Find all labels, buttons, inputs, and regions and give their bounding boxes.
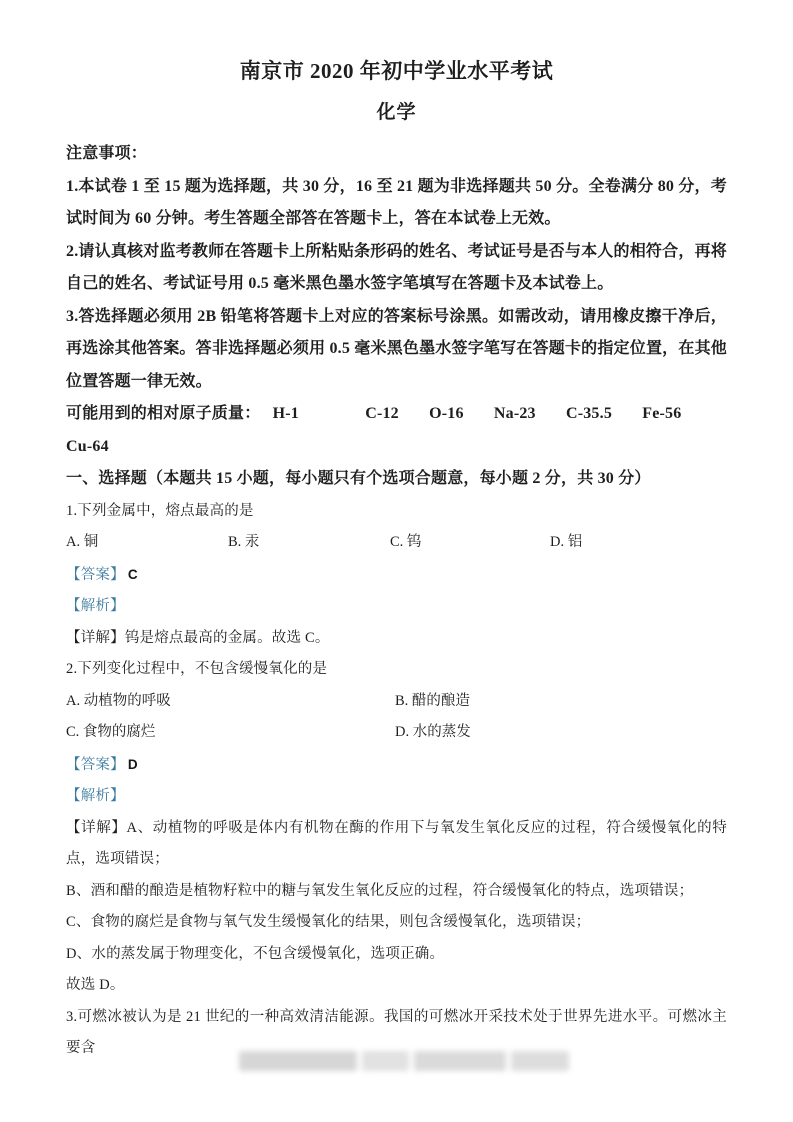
page-subtitle: 化学 [376,102,417,123]
question-2-option-d: D. 水的蒸发 [395,724,471,740]
question-1-detail-text: 钨是熔点最高的金属。故选 C。 [124,629,330,646]
atomic-mass-fe: Fe-56 [642,405,682,422]
question-1-option-a: A. 铜 [66,534,99,550]
question-2-option-b: B. 醋的酿造 [395,692,470,709]
notice-item-1: 1.本试卷 1 至 15 题为选择题，共 30 分，16 至 21 题为非选择题共 50 分。全卷满分 80 分，考试时间为 60 分钟。考生答题全部答在答题卡上，答在本试卷上无效。 [66,177,727,227]
question-1-option-d: D. 铝 [550,534,583,550]
detail-label: 【详解】 [66,629,125,646]
atomic-masses-label: 可能用到的相对原子质量： [66,405,261,422]
watermark-segment [511,1051,569,1071]
question-2-detail-text-a: A、动植物的呼吸是体内有机物在酶的作用下与氧发生氧化反应的过程，符合缓慢氧化的特点，选项错误； [66,819,727,867]
analysis-label: 【解析】 [66,598,125,614]
question-2-answer-row [66,749,727,782]
answer-label: 【答案】 [66,756,125,773]
question-1-answer: C [127,566,138,582]
question-2-options [66,686,727,749]
atomic-mass-h: H-1 [272,405,299,422]
watermark-blur [239,1048,569,1074]
question-2-detail-a [66,813,727,876]
watermark-segment [239,1051,357,1071]
question-1-detail-row [66,623,727,655]
watermark-segment [362,1051,410,1071]
page-title: 南京市 2020 年初中学业水平考试 [239,59,554,83]
question-3-stem: 3.可燃冰被认为是 21 世纪的一种高效清洁能源。我国的可燃冰开采技术处于世界先进水平。可燃冰主要含 [66,1008,727,1056]
atomic-mass-na: Na-23 [493,405,536,422]
questions-area [66,496,727,1065]
answer-label: 【答案】 [66,566,125,583]
notice-item-2: 2.请认真核对监考教师在答题卡上所粘贴条形码的姓名、考试证号是否与本人的相符合，再将自己的姓名、考试证号用 0.5 毫米黑色墨水签字笔填写在答题卡及本试卷上。 [66,242,727,292]
atomic-mass-c: C-12 [365,405,399,422]
question-1-stem: 1.下列金属中，熔点最高的是 [66,502,254,519]
notice-item-3: 3.答选择题必须用 2B 铅笔将答题卡上对应的答案标号涂黑。如需改动，请用橡皮擦干净后，再选涂其他答案。答非选择题必须用 0.5 毫米黑色墨水签字笔写在答题卡的指定位置，在其他位置答题一律无效。 [66,307,727,390]
question-1 [66,496,727,655]
question-2-option-a: A. 动植物的呼吸 [66,692,171,709]
question-2-detail-d: D、水的蒸发属于物理变化，不包含缓慢氧化，选项正确。 [66,945,445,962]
atomic-masses-line [66,398,727,431]
question-2-stem: 2.下列变化过程中，不包含缓慢氧化的是 [66,661,328,677]
question-2-option-c: C. 食物的腐烂 [66,724,156,740]
question-2-detail-c: C、食物的腐烂是食物与氧气发生缓慢氧化的结果，则包含缓慢氧化，选项错误； [66,914,591,930]
question-1-option-c: C. 钨 [390,534,422,550]
question-2-analysis-row [66,781,727,813]
question-2 [66,654,727,1002]
atomic-mass-o: O-16 [429,405,464,422]
question-2-answer: D [127,756,138,772]
section-heading: 一、选择题（本题共 15 小题，每小题只有个选项合题意，每小题 2 分，共 30 分） [66,470,651,487]
detail-label: 【详解】 [66,819,127,836]
atomic-mass-cl: C-35.5 [565,405,613,422]
question-1-analysis-row [66,591,727,623]
question-2-conclusion: 故选 D。 [66,977,125,993]
atomic-masses-line-2: Cu-64 [66,437,109,455]
question-1-answer-row [66,559,727,592]
notice-section [66,138,727,496]
question-2-detail-b: B、酒和醋的酿造是植物籽粒中的糖与氧发生氧化反应的过程，符合缓慢氧化的特点，选项错误； [66,882,694,899]
question-1-option-b: B. 汞 [228,534,260,550]
notice-heading: 注意事项： [66,145,148,162]
analysis-label: 【解析】 [66,788,125,804]
watermark-segment [414,1051,506,1071]
question-1-options [66,527,727,559]
